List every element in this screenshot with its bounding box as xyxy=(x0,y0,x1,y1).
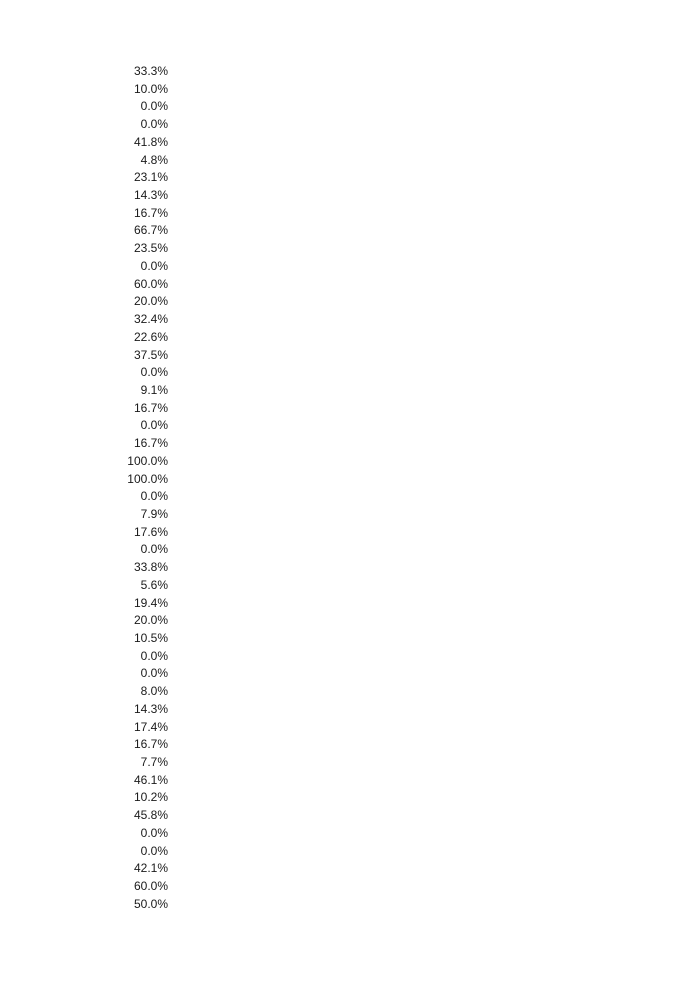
percentage-cell: 17.6% xyxy=(133,524,168,539)
percentage-cell: 0.0% xyxy=(140,418,168,433)
percentage-cell: 0.0% xyxy=(140,666,168,681)
percentage-cell: 0.0% xyxy=(140,825,168,840)
percentage-cell: 23.5% xyxy=(133,241,168,256)
percentage-cell: 100.0% xyxy=(127,471,168,486)
percentage-column xyxy=(100,63,168,914)
percentage-cell: 16.7% xyxy=(133,436,168,451)
percentage-cell: 0.0% xyxy=(140,365,168,380)
percentage-cell: 20.0% xyxy=(133,294,168,309)
percentage-cell: 37.5% xyxy=(133,347,168,362)
percentage-cell: 19.4% xyxy=(133,595,168,610)
percentage-cell: 14.3% xyxy=(133,188,168,203)
percentage-cell: 7.9% xyxy=(140,506,168,521)
percentage-cell: 10.0% xyxy=(133,81,168,96)
percentage-cell: 10.5% xyxy=(133,631,168,645)
percentage-cell: 17.4% xyxy=(133,719,168,734)
percentage-cell: 4.8% xyxy=(140,152,168,167)
percentage-cell: 45.8% xyxy=(133,808,168,823)
percentage-cell: 0.0% xyxy=(140,99,168,114)
percentage-cell: 0.0% xyxy=(140,258,168,273)
percentage-cell: 0.0% xyxy=(140,843,168,858)
percentage-cell: 0.0% xyxy=(140,489,168,504)
percentage-cell: 50.0% xyxy=(133,896,168,911)
percentage-cell: 46.1% xyxy=(133,772,168,787)
percentage-cell: 7.7% xyxy=(140,755,168,770)
percentage-cell: 33.3% xyxy=(133,64,168,78)
percentage-cell: 14.3% xyxy=(133,701,168,716)
percentage-cell: 60.0% xyxy=(133,276,168,291)
percentage-cell: 0.0% xyxy=(140,117,168,132)
percentage-cell: 22.6% xyxy=(133,329,168,344)
percentage-cell: 16.7% xyxy=(133,205,168,220)
percentage-cell: 0.0% xyxy=(140,542,168,557)
percentage-cell: 10.2% xyxy=(133,790,168,805)
percentage-cell: 9.1% xyxy=(140,382,168,397)
percentage-cell: 33.8% xyxy=(133,560,168,575)
percentage-cell: 42.1% xyxy=(133,861,168,876)
percentage-cell: 100.0% xyxy=(127,453,168,468)
percentage-cell: 0.0% xyxy=(140,648,168,663)
percentage-cell: 8.0% xyxy=(140,684,168,699)
percentage-cell: 20.0% xyxy=(133,613,168,628)
percentage-cell: 16.7% xyxy=(133,737,168,752)
percentage-cell: 23.1% xyxy=(133,170,168,185)
percentage-cell: 5.6% xyxy=(140,577,168,592)
percentage-cell: 66.7% xyxy=(133,223,168,238)
percentage-cell: 16.7% xyxy=(133,400,168,415)
percentage-cell: 32.4% xyxy=(133,312,168,327)
percentage-cell: 41.8% xyxy=(133,134,168,149)
percentage-cell: 60.0% xyxy=(133,879,168,894)
